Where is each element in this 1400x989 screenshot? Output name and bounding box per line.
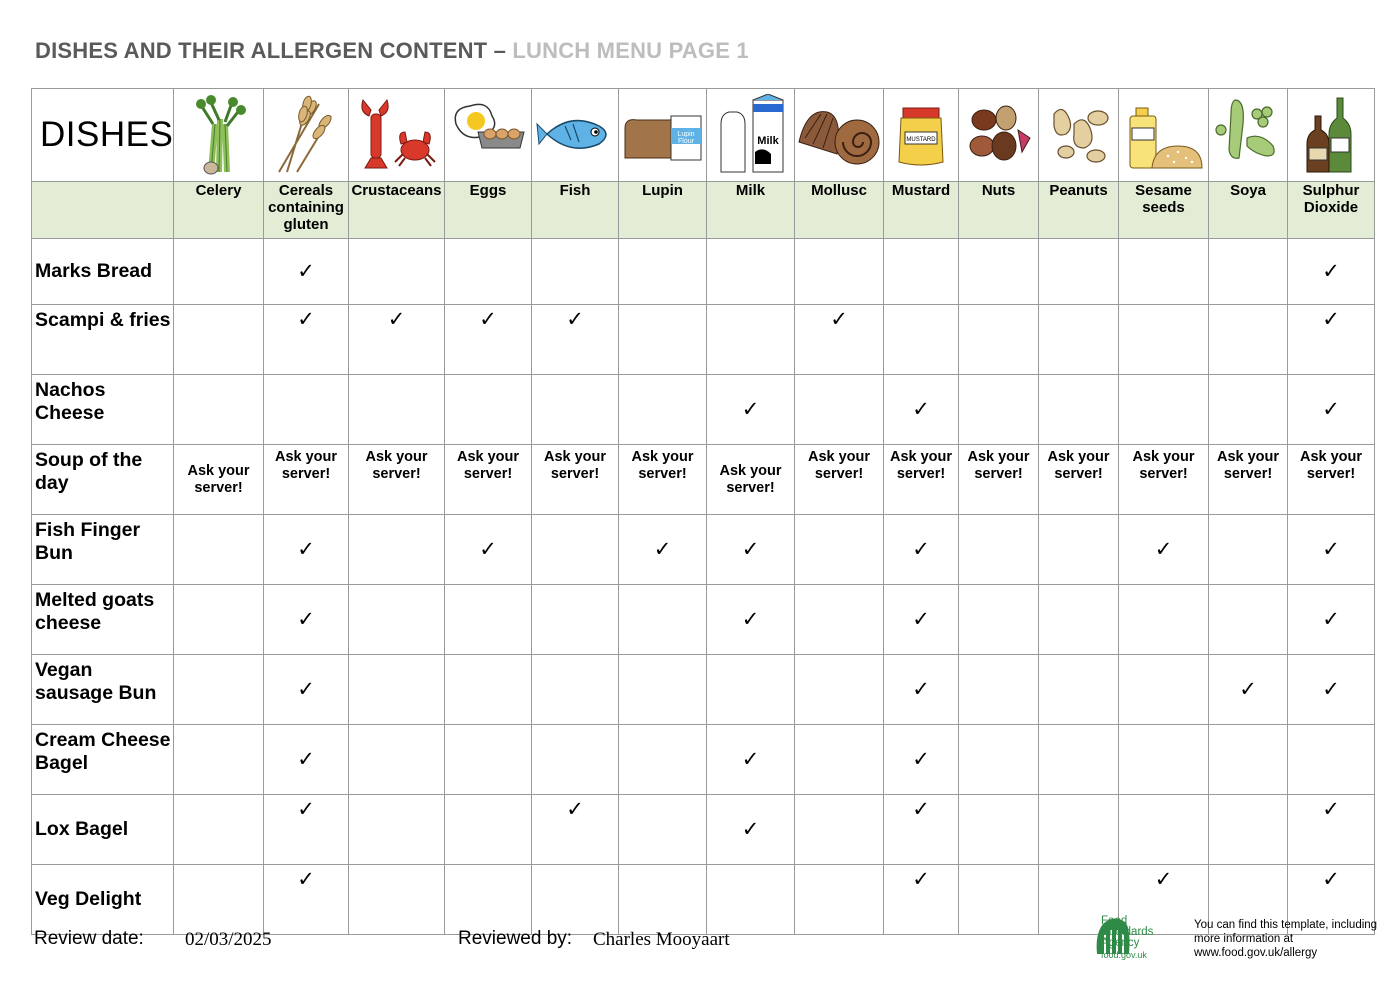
check-mark-icon: ✓ <box>297 308 315 331</box>
allergen-cell <box>959 515 1039 585</box>
allergen-cell <box>707 375 795 445</box>
allergen-cell <box>349 515 445 585</box>
allergen-cell <box>959 585 1039 655</box>
allergen-cell <box>174 655 264 725</box>
allergen-label: Crustaceans <box>349 182 445 239</box>
allergen-cell <box>619 515 707 585</box>
ask-server-note: Ask your server! <box>274 449 338 482</box>
table-row <box>32 655 1375 725</box>
allergen-cell <box>884 655 959 725</box>
allergen-cell <box>174 445 264 515</box>
allergen-cell <box>264 795 349 865</box>
allergen-cell <box>884 515 959 585</box>
allergen-cell <box>445 725 532 795</box>
allergen-cell <box>445 515 532 585</box>
allergen-cell <box>959 239 1039 305</box>
allergen-label: Sesame seeds <box>1119 182 1209 239</box>
allergen-cell <box>174 239 264 305</box>
table-row <box>32 515 1375 585</box>
check-mark-icon: ✓ <box>566 798 584 821</box>
table-row <box>32 445 1375 515</box>
allergen-cell <box>1119 239 1209 305</box>
allergen-cell <box>174 585 264 655</box>
allergen-cell <box>1119 795 1209 865</box>
allergen-cell <box>1039 655 1119 725</box>
allergen-cell <box>264 515 349 585</box>
check-mark-icon: ✓ <box>297 798 315 821</box>
table-row <box>32 795 1375 865</box>
ask-server-note: Ask your server! <box>187 462 250 496</box>
check-mark-icon: ✓ <box>1322 537 1340 561</box>
check-mark-icon: ✓ <box>912 397 930 421</box>
allergen-cell <box>1209 375 1288 445</box>
allergen-cell <box>1288 515 1375 585</box>
allergen-cell <box>1288 725 1375 795</box>
ask-server-note: Ask your server! <box>543 449 607 482</box>
allergen-label: Eggs <box>445 182 532 239</box>
allergen-cell <box>795 655 884 725</box>
allergen-cell <box>445 655 532 725</box>
lobster-crab-icon <box>349 89 445 182</box>
allergen-cell <box>532 585 619 655</box>
allergen-cell <box>174 515 264 585</box>
check-mark-icon: ✓ <box>297 868 315 891</box>
allergen-cell <box>1039 239 1119 305</box>
celery-icon <box>174 89 264 182</box>
allergen-cell <box>707 865 795 935</box>
allergen-cell <box>1119 375 1209 445</box>
allergen-cell <box>1119 445 1209 515</box>
nuts-icon <box>959 89 1039 182</box>
allergen-cell <box>959 445 1039 515</box>
allergen-cell <box>1039 445 1119 515</box>
allergen-cell <box>532 795 619 865</box>
allergen-cell <box>264 305 349 375</box>
allergen-cell <box>707 795 795 865</box>
allergen-cell <box>532 445 619 515</box>
check-mark-icon: ✓ <box>830 308 848 331</box>
allergen-cell <box>795 305 884 375</box>
allergen-cell <box>795 795 884 865</box>
check-mark-icon: ✓ <box>1322 308 1340 331</box>
allergen-cell <box>445 239 532 305</box>
allergen-cell <box>959 795 1039 865</box>
allergen-cell <box>1288 305 1375 375</box>
allergen-label: Lupin <box>619 182 707 239</box>
allergen-label: Milk <box>707 182 795 239</box>
allergen-cell <box>707 239 795 305</box>
ask-server-note: Ask your server! <box>1299 449 1363 482</box>
dish-name: Marks Bread <box>32 239 174 305</box>
allergen-cell <box>795 515 884 585</box>
ask-server-note: Ask your server! <box>1216 449 1280 482</box>
ask-server-note: Ask your server! <box>1132 449 1195 482</box>
allergen-cell <box>884 585 959 655</box>
allergen-icon-row <box>32 89 1375 182</box>
allergen-cell <box>174 375 264 445</box>
allergen-label: Mollusc <box>795 182 884 239</box>
check-mark-icon: ✓ <box>1322 397 1340 421</box>
check-mark-icon: ✓ <box>297 677 315 701</box>
wheat-icon <box>264 89 349 182</box>
allergen-cell <box>349 239 445 305</box>
check-mark-icon: ✓ <box>1322 868 1340 891</box>
allergen-cell <box>174 725 264 795</box>
dish-name: Nachos Cheese <box>32 375 174 445</box>
allergen-cell <box>349 795 445 865</box>
allergen-cell <box>619 865 707 935</box>
shell-icon <box>795 89 884 182</box>
allergen-table <box>31 88 1375 935</box>
check-mark-icon: ✓ <box>653 537 672 561</box>
check-mark-icon: ✓ <box>1239 677 1257 701</box>
allergen-cell <box>445 795 532 865</box>
allergen-cell <box>959 375 1039 445</box>
allergen-cell <box>1119 655 1209 725</box>
allergen-cell <box>795 585 884 655</box>
allergen-name-row <box>32 182 1375 239</box>
review-date-label: Review date: <box>34 928 144 949</box>
check-mark-icon: ✓ <box>1154 868 1173 891</box>
allergen-cell <box>707 655 795 725</box>
check-mark-icon: ✓ <box>1322 798 1340 821</box>
allergen-cell <box>1039 725 1119 795</box>
allergen-cell <box>795 239 884 305</box>
allergen-cell <box>1209 305 1288 375</box>
table-row <box>32 375 1375 445</box>
ask-server-note: Ask your server! <box>967 449 1030 482</box>
dishes-name-cell <box>32 182 174 239</box>
check-mark-icon: ✓ <box>741 817 760 841</box>
allergen-cell <box>884 375 959 445</box>
allergen-cell <box>1119 725 1209 795</box>
soya-icon <box>1209 89 1288 182</box>
dish-name: Lox Bagel <box>32 795 174 865</box>
allergen-cell <box>349 585 445 655</box>
fish-icon <box>532 89 619 182</box>
allergen-cell <box>959 655 1039 725</box>
wine-beer-icon <box>1288 89 1375 182</box>
allergen-cell <box>349 725 445 795</box>
check-mark-icon: ✓ <box>912 677 930 701</box>
allergen-cell <box>795 375 884 445</box>
check-mark-icon: ✓ <box>912 868 930 891</box>
allergen-cell <box>532 239 619 305</box>
check-mark-icon: ✓ <box>1322 677 1340 701</box>
allergen-cell <box>619 305 707 375</box>
check-mark-icon: ✓ <box>297 537 315 561</box>
allergen-cell <box>1209 445 1288 515</box>
allergen-cell <box>532 375 619 445</box>
sesame-icon <box>1119 89 1209 182</box>
allergen-cell <box>1288 445 1375 515</box>
allergen-cell <box>349 375 445 445</box>
dish-name: Cream Cheese Bagel <box>32 725 174 795</box>
allergen-cell <box>619 655 707 725</box>
check-mark-icon: ✓ <box>1154 537 1173 561</box>
dish-name: Fish Finger Bun <box>32 515 174 585</box>
page-title-main: DISHES AND THEIR ALLERGEN CONTENT – <box>35 38 513 63</box>
allergen-cell <box>174 865 264 935</box>
allergen-cell <box>707 515 795 585</box>
allergen-cell <box>349 305 445 375</box>
allergen-label: Soya <box>1209 182 1288 239</box>
dish-name: Vegan sausage Bun <box>32 655 174 725</box>
allergen-cell <box>445 305 532 375</box>
svg-text:Milk: Milk <box>756 135 779 147</box>
ask-server-note: Ask your server! <box>631 449 694 482</box>
allergen-cell <box>1119 305 1209 375</box>
check-mark-icon: ✓ <box>741 607 760 631</box>
allergen-cell <box>1288 795 1375 865</box>
allergen-label: Fish <box>532 182 619 239</box>
allergen-label: Nuts <box>959 182 1039 239</box>
page-title-sub: LUNCH MENU PAGE 1 <box>512 38 749 63</box>
allergen-cell <box>264 585 349 655</box>
allergen-cell <box>959 865 1039 935</box>
table-row <box>32 585 1375 655</box>
allergen-label: Mustard <box>884 182 959 239</box>
allergen-cell <box>884 305 959 375</box>
check-mark-icon: ✓ <box>566 308 584 331</box>
allergen-cell <box>1119 585 1209 655</box>
ask-server-note: Ask your server! <box>365 449 428 482</box>
check-mark-icon: ✓ <box>912 747 930 771</box>
allergen-cell <box>1209 585 1288 655</box>
allergen-cell <box>532 305 619 375</box>
reviewed-by-label: Reviewed by: <box>458 928 573 949</box>
allergen-cell <box>884 239 959 305</box>
allergen-cell <box>264 655 349 725</box>
ask-server-note: Ask your server! <box>719 462 782 496</box>
table-row <box>32 865 1375 935</box>
allergen-cell <box>619 445 707 515</box>
allergen-cell <box>264 725 349 795</box>
allergen-cell <box>959 305 1039 375</box>
allergen-cell <box>1039 375 1119 445</box>
allergen-cell <box>884 795 959 865</box>
allergen-cell <box>619 795 707 865</box>
check-mark-icon: ✓ <box>912 798 930 821</box>
allergen-cell <box>532 655 619 725</box>
check-mark-icon: ✓ <box>1322 259 1340 283</box>
dish-name: Veg Delight <box>32 865 174 935</box>
allergen-cell <box>532 865 619 935</box>
dishes-heading: DISHES <box>32 89 174 182</box>
allergen-cell <box>707 305 795 375</box>
allergen-cell <box>1288 655 1375 725</box>
allergen-cell <box>174 795 264 865</box>
allergen-cell <box>619 239 707 305</box>
dish-name: Soup of the day <box>32 445 174 515</box>
allergen-cell <box>619 375 707 445</box>
allergen-cell <box>445 865 532 935</box>
check-mark-icon: ✓ <box>479 308 497 331</box>
allergen-cell <box>884 865 959 935</box>
allergen-cell <box>445 585 532 655</box>
allergen-label: Cereals containing gluten <box>264 182 349 239</box>
allergen-cell <box>707 725 795 795</box>
peanuts-icon <box>1039 89 1119 182</box>
allergen-cell <box>884 725 959 795</box>
allergen-cell <box>619 725 707 795</box>
allergen-cell <box>884 445 959 515</box>
ask-server-note: Ask your server! <box>456 449 520 482</box>
reviewed-by-value: Charles Mooyaart <box>593 929 730 950</box>
svg-text:MUSTARD: MUSTARD <box>906 137 936 143</box>
allergen-label: Celery <box>174 182 264 239</box>
allergen-cell <box>1039 585 1119 655</box>
allergen-cell <box>1209 239 1288 305</box>
allergen-cell <box>264 375 349 445</box>
check-mark-icon: ✓ <box>741 537 760 561</box>
allergen-cell <box>959 725 1039 795</box>
check-mark-icon: ✓ <box>912 537 930 561</box>
table-row <box>32 725 1375 795</box>
allergen-cell <box>795 725 884 795</box>
allergen-label: Peanuts <box>1039 182 1119 239</box>
allergen-cell <box>264 239 349 305</box>
allergen-cell <box>1039 795 1119 865</box>
allergen-cell <box>1209 515 1288 585</box>
allergen-cell <box>264 865 349 935</box>
dish-name: Scampi & fries <box>32 305 174 375</box>
allergen-cell <box>1288 375 1375 445</box>
allergen-cell <box>532 515 619 585</box>
review-date-value: 02/03/2025 <box>185 929 272 950</box>
check-mark-icon: ✓ <box>912 607 930 631</box>
eggs-icon <box>445 89 532 182</box>
allergen-cell <box>619 585 707 655</box>
allergen-cell <box>445 445 532 515</box>
table-row <box>32 239 1375 305</box>
fsa-logo-url: food.gov.uk <box>1101 950 1147 960</box>
ask-server-note: Ask your server! <box>889 449 953 482</box>
allergen-cell <box>1209 795 1288 865</box>
check-mark-icon: ✓ <box>741 747 760 771</box>
check-mark-icon: ✓ <box>479 537 497 561</box>
table-row <box>32 305 1375 375</box>
allergen-cell <box>349 655 445 725</box>
allergen-cell <box>1039 515 1119 585</box>
fsa-logo-text: Food Standards Agency <box>1101 915 1154 949</box>
allergen-cell <box>349 445 445 515</box>
allergen-cell <box>795 865 884 935</box>
template-note: You can find this template, including more information at www.food.gov.uk/allergy <box>1194 919 1378 959</box>
check-mark-icon: ✓ <box>297 259 315 283</box>
dish-name: Melted goats cheese <box>32 585 174 655</box>
mustard-icon <box>884 89 959 182</box>
page-title <box>35 38 749 64</box>
allergen-cell <box>349 865 445 935</box>
lupin-flour-icon <box>619 89 707 182</box>
allergen-cell <box>1288 239 1375 305</box>
milk-icon <box>707 89 795 182</box>
allergen-cell <box>1288 585 1375 655</box>
allergen-cell <box>532 725 619 795</box>
check-mark-icon: ✓ <box>1322 607 1340 631</box>
check-mark-icon: ✓ <box>297 607 315 631</box>
allergen-label: Sulphur Dioxide <box>1288 182 1375 239</box>
allergen-cell <box>795 445 884 515</box>
allergen-cell <box>707 445 795 515</box>
allergen-cell <box>1039 305 1119 375</box>
allergen-cell <box>264 445 349 515</box>
svg-text:Lupin: Lupin <box>676 131 695 138</box>
ask-server-note: Ask your server! <box>807 449 871 482</box>
check-mark-icon: ✓ <box>741 397 760 421</box>
allergen-cell <box>707 585 795 655</box>
ask-server-note: Ask your server! <box>1047 449 1110 482</box>
svg-text:Flour: Flour <box>677 138 694 145</box>
allergen-cell <box>174 305 264 375</box>
allergen-cell <box>1119 515 1209 585</box>
allergen-cell <box>1209 725 1288 795</box>
check-mark-icon: ✓ <box>387 308 406 331</box>
allergen-cell <box>1209 655 1288 725</box>
check-mark-icon: ✓ <box>297 747 315 771</box>
allergen-cell <box>445 375 532 445</box>
